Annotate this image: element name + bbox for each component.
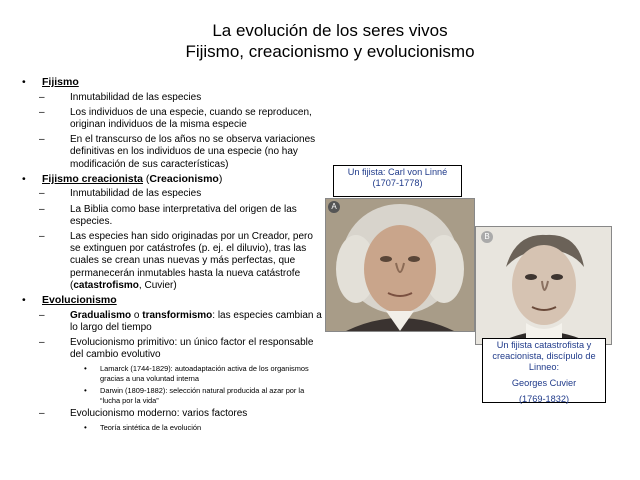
heading-fijismo: Fijismo <box>42 76 79 88</box>
section-creacionismo: • Fijismo creacionista (Creacionismo) <box>22 172 223 185</box>
bullet-icon: • <box>22 76 26 88</box>
list-item: – Inmutabilidad de las especies <box>39 91 202 103</box>
list-item: – Gradualismo o transformismo: las especies cambian a lo largo del tiempo <box>39 309 322 333</box>
section-evolucionismo <box>22 294 322 307</box>
list-item: – Los individuos de una especie, cuando se reproducen, originan individuos de la misma especie <box>39 106 312 130</box>
term-catastrofismo: catastrofismo <box>73 279 139 291</box>
sub-list-item: • Lamarck (1744-1829): autoadaptación activa de los organismos gracias a una voluntad interna <box>84 364 309 383</box>
portrait-cuvier-image <box>476 227 611 344</box>
list-item: – Inmutabilidad de las especies <box>39 188 202 200</box>
list-item: – Evolucionismo moderno: varios factores <box>39 408 248 420</box>
section-fijismo <box>22 76 322 89</box>
dash-icon: – <box>39 337 45 349</box>
dash-icon: – <box>39 203 45 215</box>
term-gradualismo: Gradualismo <box>70 309 132 321</box>
bullet-icon: • <box>84 386 87 396</box>
sub-list-item: • Teoría sintética de la evolución <box>84 423 202 433</box>
portrait-cuvier <box>475 226 612 345</box>
portrait-linne-image <box>326 199 474 331</box>
caption-linne: Un fijista: Carl von Linné (1707-1778) <box>333 165 462 197</box>
portrait-label-a: A <box>328 201 340 213</box>
bullet-icon: • <box>22 172 26 185</box>
portrait-linne <box>325 198 475 332</box>
dash-icon: – <box>39 231 45 243</box>
list-item: – En el transcurso de los años no se observa variaciones definitivas en los individuos de una especie (no hay modificación de sus características) <box>39 134 316 170</box>
dash-icon: – <box>39 188 45 200</box>
heading-fijismo-creacionista: Fijismo creacionista <box>42 172 143 185</box>
bullet-icon: • <box>84 364 87 374</box>
bullet-icon: • <box>84 423 87 433</box>
dash-icon: – <box>39 106 45 118</box>
list-item: – La Biblia como base interpretativa del origen de las especies. <box>39 203 297 227</box>
dash-icon: – <box>39 408 45 420</box>
slide-content <box>22 74 322 433</box>
slide-title <box>160 20 500 62</box>
dash-icon: – <box>39 309 45 321</box>
portrait-label-b: B <box>481 231 493 243</box>
list-item: – Evolucionismo primitivo: un único factor el responsable del cambio evolutivo <box>39 337 314 361</box>
heading-evolucionismo: Evolucionismo <box>42 294 117 307</box>
heading-creacionismo: Creacionismo <box>149 172 219 185</box>
term-transformismo: transformismo <box>142 309 213 321</box>
dash-icon: – <box>39 134 45 146</box>
caption-cuvier: Un fijista catastrofista y creacionista, discípulo de Linneo: Georges Cuvier (1769-1832) <box>482 338 606 403</box>
dash-icon: – <box>39 91 45 103</box>
bullet-icon: • <box>22 294 26 307</box>
title-line-1: La evolución de los seres vivos <box>212 21 448 40</box>
title-line-2: Fijismo, creacionismo y evolucionismo <box>185 42 475 61</box>
list-item: – Las especies han sido originadas por un Creador, pero se extinguen por catástrofes (p. ej. el diluvio), tras las cuales se crean unas nuevas y más perfectas, que permanecerán inmutables hasta la nueva catástrofe (catastrofismo, Cuvier) <box>39 231 313 291</box>
sub-list-item: • Darwin (1809-1882): selección natural producida al azar por la “lucha por la vida” <box>84 386 305 405</box>
